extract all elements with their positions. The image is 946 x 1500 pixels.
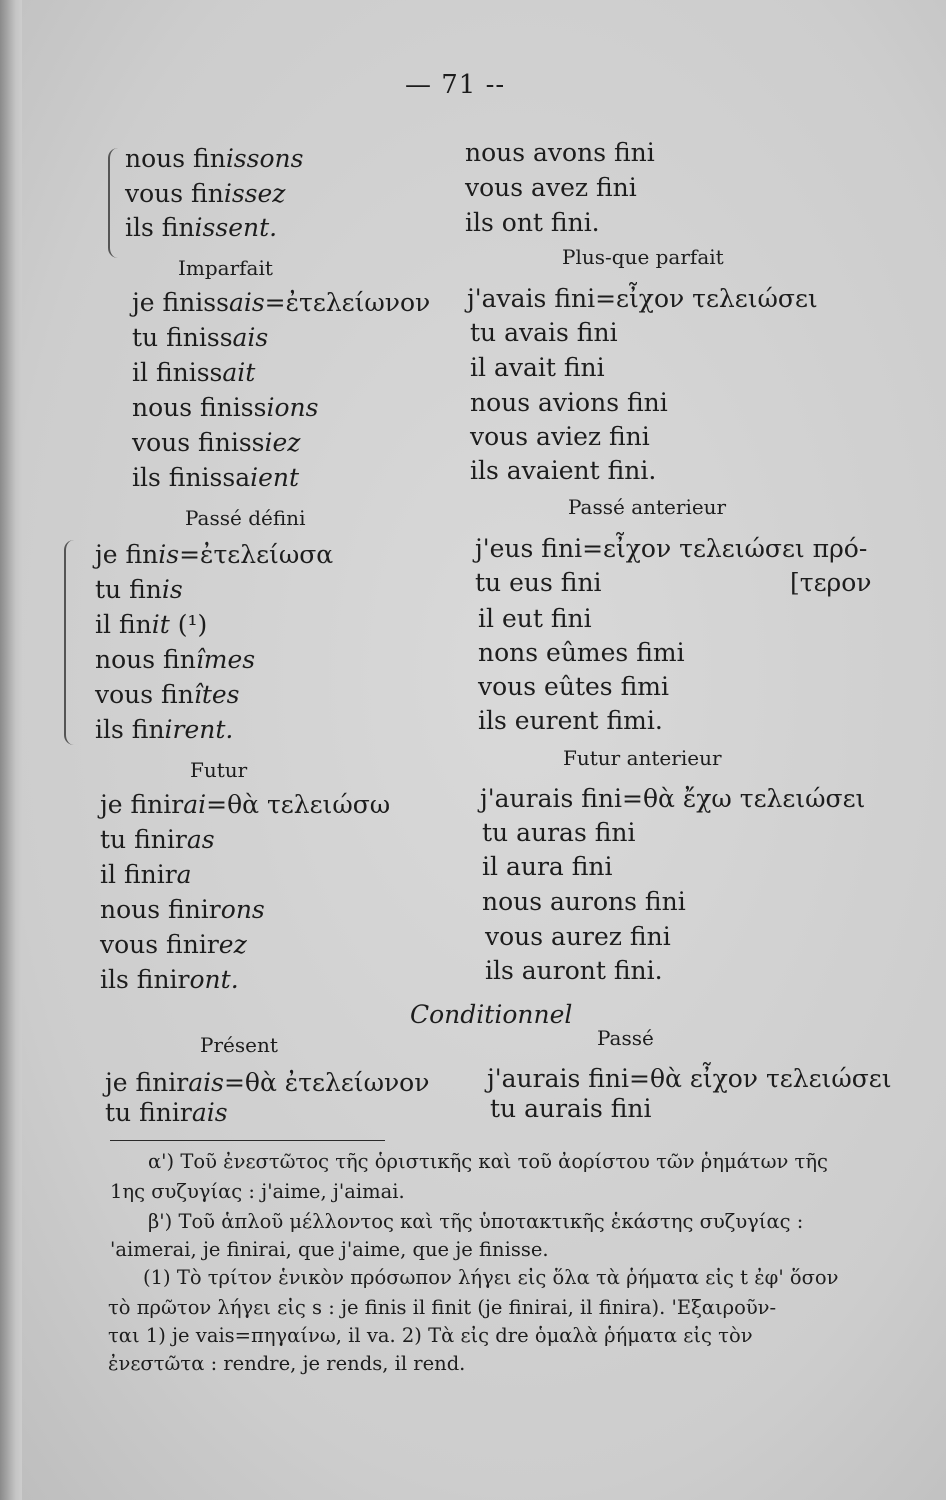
footnote-line: τὸ πρῶτον λήγει εἰς s : je finis il finit (je finirai, il finira). 'Εξαιροῦν- — [108, 1296, 777, 1319]
verb-line: tu auras fini — [482, 818, 636, 847]
verb-line: je finis=ἐτελείωσα — [95, 540, 334, 569]
verb-line: il aura fini — [482, 852, 613, 881]
verb-line: j'avais fini=εἶχον τελειώσει — [467, 284, 818, 313]
page-number: — 71 -- — [405, 70, 506, 100]
section-heading: Passé défini — [185, 506, 306, 530]
brace-present — [108, 148, 120, 258]
verb-line: nous finirons — [100, 895, 265, 924]
verb-line: il avait fini — [470, 353, 605, 382]
verb-line: vous finirez — [100, 930, 247, 959]
verb-line: tu finissais — [132, 323, 269, 352]
verb-line: tu avais fini — [470, 318, 618, 347]
verb-line: vous avez fini — [465, 173, 637, 202]
verb-line: nous finîmes — [95, 645, 256, 674]
section-heading: Futur anterieur — [563, 746, 722, 770]
verb-line: ils finissaient — [132, 463, 300, 492]
verb-line: ils finissent. — [125, 213, 278, 242]
verb-line: tu finirais — [105, 1098, 228, 1127]
footnote-line: β') Τοῦ ἁπλοῦ μέλλοντος καὶ τῆς ὑποτακτικῆς ἑκάστης συζυγίας : — [148, 1210, 804, 1233]
verb-line: tu aurais fini — [490, 1094, 652, 1123]
verb-line: ils avaient fini. — [470, 456, 657, 485]
verb-line: je finirais=θὰ ἐτελείωνον — [105, 1068, 430, 1097]
verb-line: ils ont fini. — [465, 208, 600, 237]
verb-line: j'aurais fini=θὰ εἶχον τελειώσει — [487, 1064, 892, 1093]
section-heading: Plus-que parfait — [562, 245, 724, 269]
footnote-line: ται 1) je vais=πηγαίνω, il va. 2) Τὰ εἰς dre ὁμαλὰ ῥήματα εἰς τὸν — [108, 1324, 753, 1347]
verb-line: tu eus fini — [475, 568, 602, 597]
verb-line: nous finissions — [132, 393, 319, 422]
verb-line-continuation: [τερον — [790, 568, 872, 597]
verb-line: nons eûmes fimi — [478, 638, 685, 667]
footnote-line: 'aimerai, je finirai, que j'aime, que je finisse. — [110, 1238, 549, 1261]
section-heading: Passé anterieur — [568, 495, 727, 519]
verb-line: tu finiras — [100, 825, 215, 854]
verb-line: vous aurez fini — [485, 922, 671, 951]
verb-line: vous eûtes fimi — [478, 672, 669, 701]
verb-line: je finissais=ἐτελείωνον — [132, 288, 431, 317]
section-heading: Futur — [190, 758, 248, 782]
footnote-line: (1) Τὸ τρίτον ἑνικὸν πρόσωπον λήγει εἰς ὅλα τὰ ῥήματα εἰς t ἐφ' ὅσον — [143, 1266, 839, 1289]
verb-line: vous finissez — [125, 179, 286, 208]
verb-line: il finit (¹) — [95, 610, 208, 639]
verb-line: ils finiront. — [100, 965, 239, 994]
verb-line: il finissait — [132, 358, 256, 387]
footnote-line: 1ης συζυγίας : j'aime, j'aimai. — [110, 1180, 405, 1203]
book-spine-shadow — [0, 0, 22, 1500]
verb-line: vous aviez fini — [470, 422, 650, 451]
footnote-line: α') Τοῦ ἐνεστῶτος τῆς ὁριστικῆς καὶ τοῦ ἀορίστου τῶν ῥημάτων τῆς — [148, 1150, 828, 1173]
verb-line: ils finirent. — [95, 715, 234, 744]
section-heading: Passé — [597, 1026, 654, 1050]
verb-line: il eut fini — [478, 604, 592, 633]
verb-line: j'eus fini=εἶχον τελειώσει πρό- — [475, 534, 868, 563]
brace-passe-defini — [64, 540, 78, 745]
section-heading: Imparfait — [178, 256, 273, 280]
verb-line: nous aurons fini — [482, 887, 686, 916]
footnote-divider — [110, 1140, 385, 1141]
verb-line: tu finis — [95, 575, 183, 604]
verb-line: ils auront fini. — [485, 956, 663, 985]
verb-line: il finira — [100, 860, 192, 889]
verb-line: nous avons fini — [465, 138, 655, 167]
footnote-line: ἐνεστῶτα : rendre, je rends, il rend. — [108, 1352, 466, 1375]
verb-line: nous avions fini — [470, 388, 668, 417]
verb-line: vous finîtes — [95, 680, 240, 709]
verb-line: ils eurent fimi. — [478, 706, 663, 735]
verb-line: vous finissiez — [132, 428, 301, 457]
section-heading: Présent — [200, 1033, 278, 1057]
verb-line: nous finissons — [125, 144, 304, 173]
conditionnel-title: Conditionnel — [410, 1000, 573, 1029]
verb-line: je finirai=θὰ τελειώσω — [100, 790, 391, 819]
verb-line: j'aurais fini=θὰ ἔχω τελειώσει — [480, 784, 866, 813]
